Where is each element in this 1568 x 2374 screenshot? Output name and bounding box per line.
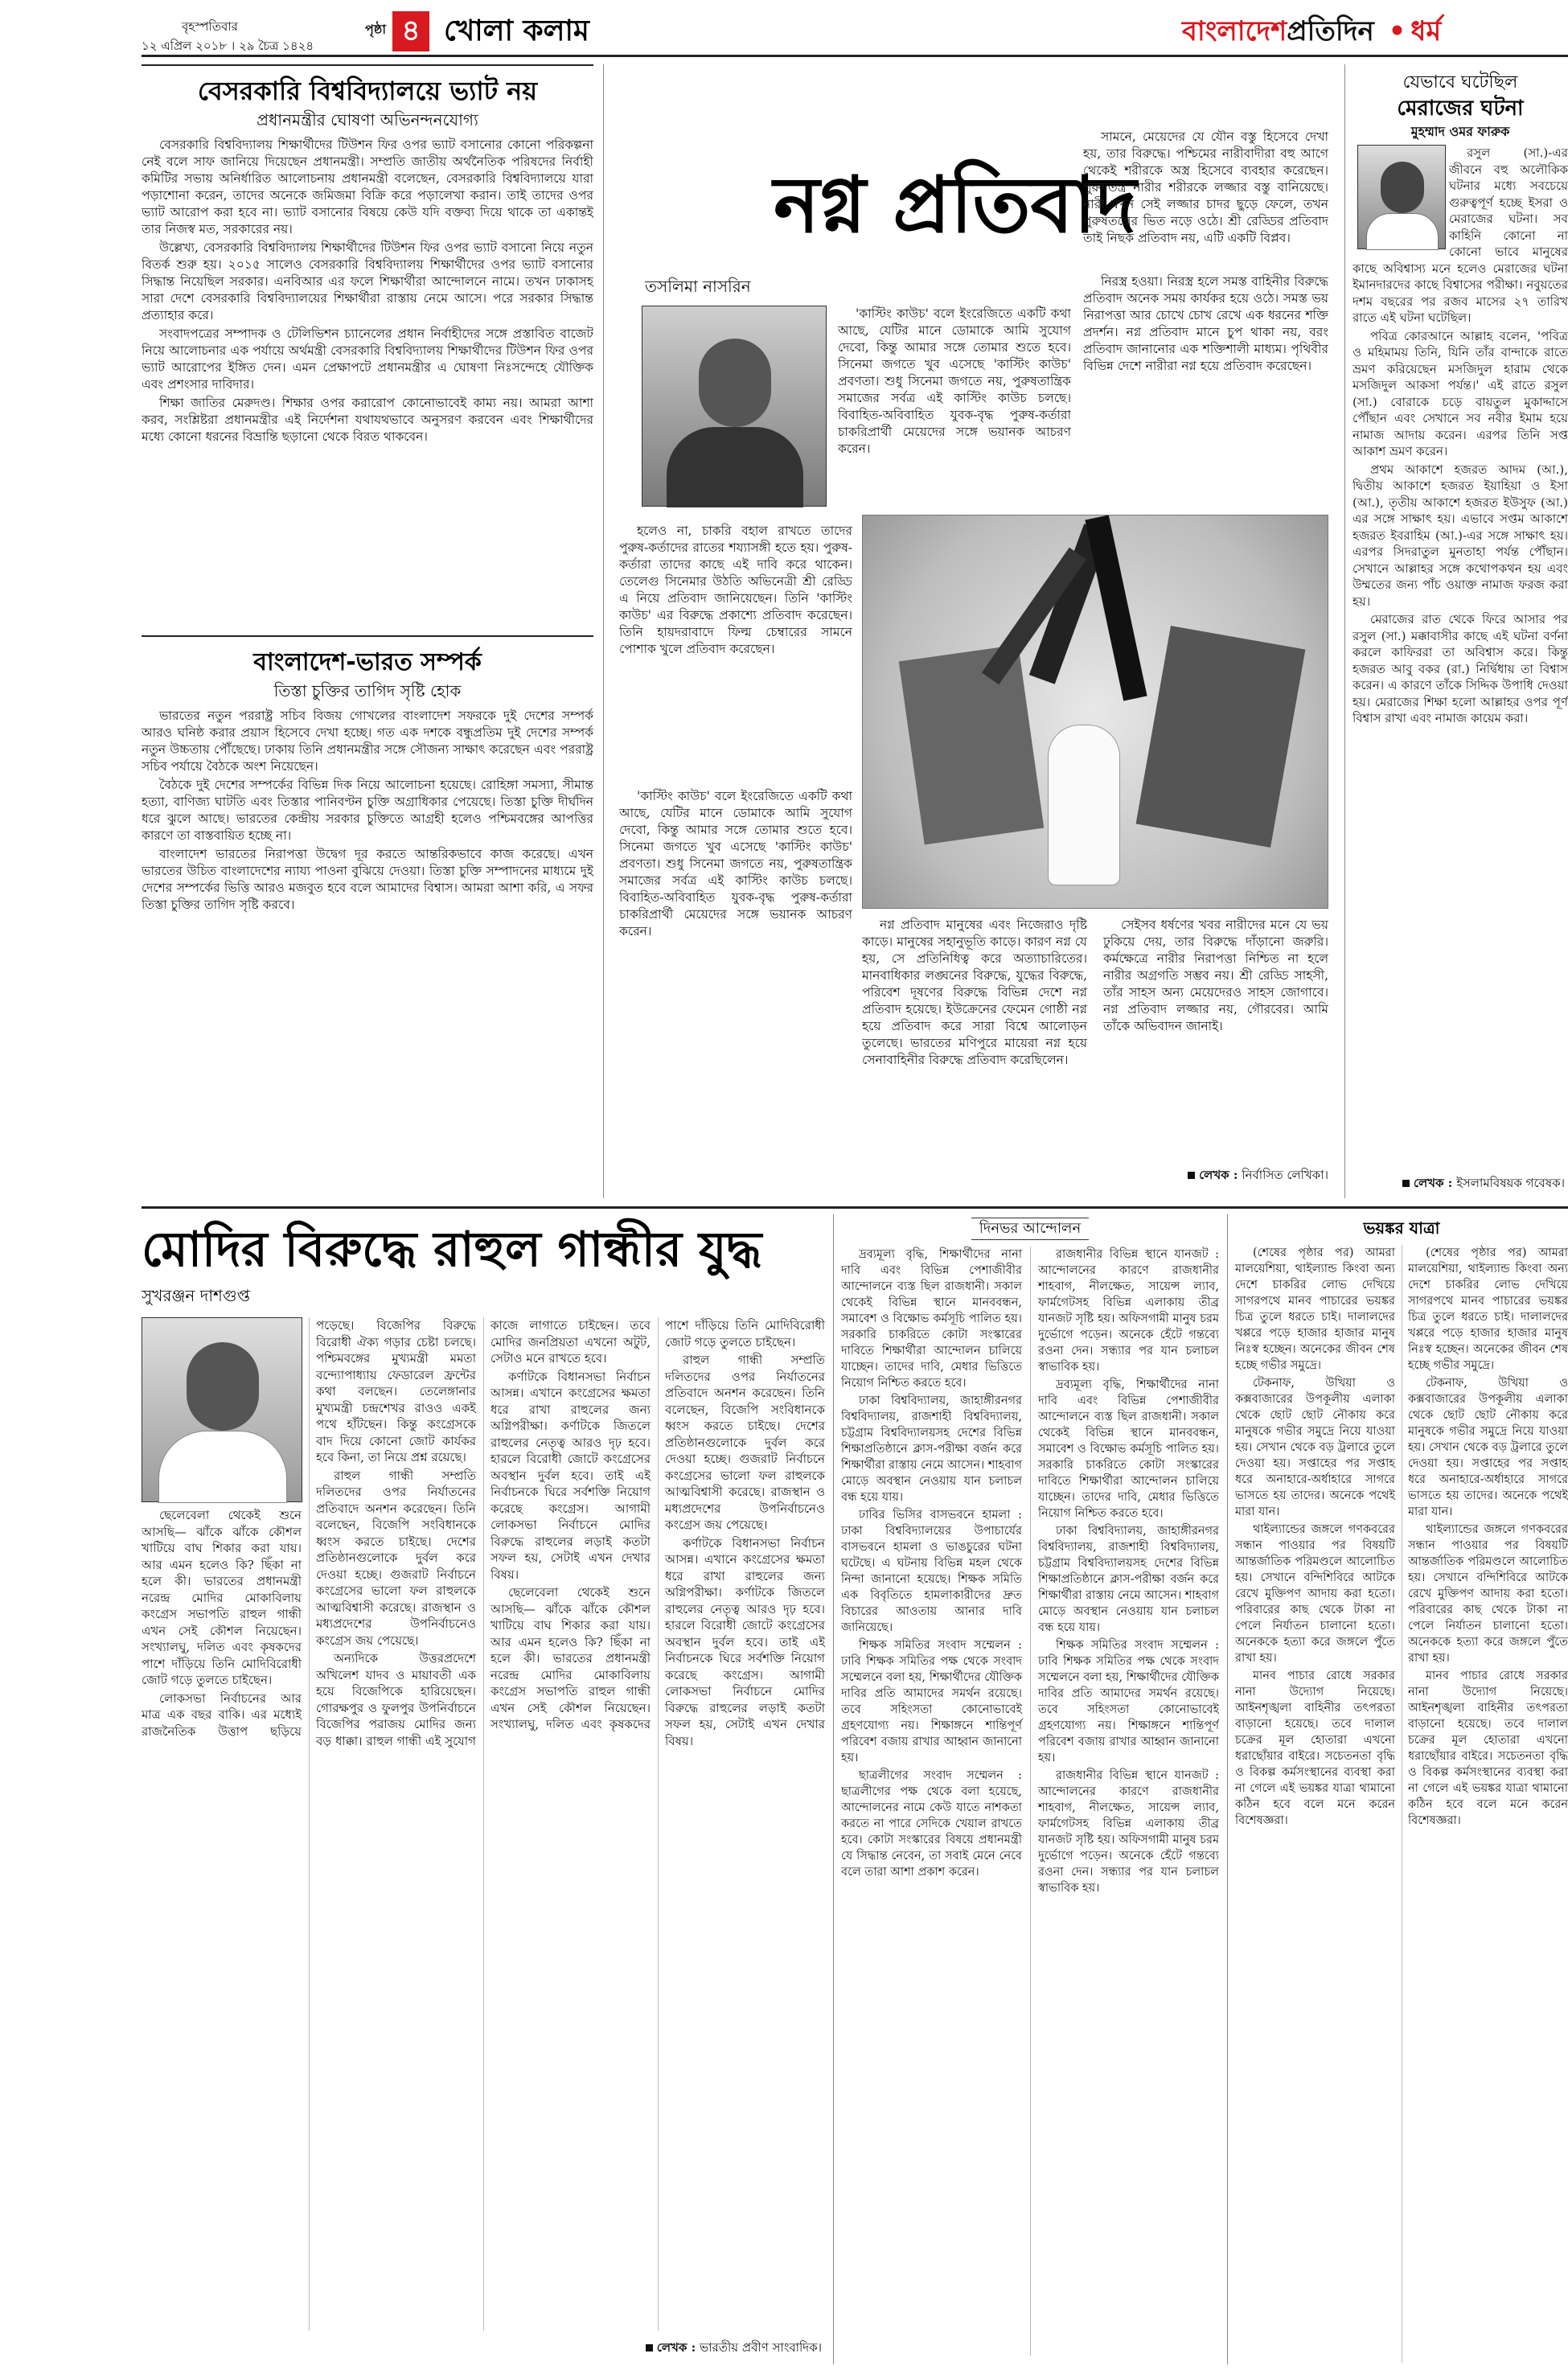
- feature-col-b: [619, 523, 852, 780]
- paragraph: দ্রব্যমূল্য বৃদ্ধি, শিক্ষার্থীদের নানা দাবি এবং বিভিন্ন পেশাজীবীর আন্দোলনে ব্যস্ত ছিল রাজধানী। সকাল থেকেই বিভিন্ন স্থানে মানববন্ধন, সমাবেশ ও বিক্ষোভ কর্মসূচি পালিত হয়। সরকারি চাকরিতে কোটা সংস্কারের দাবিতে শিক্ষার্থীরা আন্দোলন চালিয়ে যাচ্ছেন। তাদের দাবি, মেধার ভিত্তিতে নিয়োগ নিশ্চিত করতে হবে।: [841, 1248, 1022, 1390]
- illustration-panel-right: [1136, 626, 1306, 848]
- feature-col-e: [862, 917, 1087, 1182]
- paragraph: টেকনাফ, উখিয়া ও কক্সবাজারের উপকূলীয় এলাকা থেকে ছোট ছোট নৌকায় করে মানুষকে গভীর সমুদ্রে নিয়ে যাওয়া হয়। সেখান থেকে বড় ট্রলারে তুলে দেওয়া হয়। সপ্তাহের পর সপ্তাহ ধরে অনাহারে-অর্ধাহারে সাগরে ভাসতে হয় তাদের। অনেকে পথেই মারা যান।: [1235, 1377, 1395, 1518]
- paragraph: থাইল্যান্ডের জঙ্গলে গণকবরের সন্ধান পাওয়ার পর বিষয়টি আন্তর্জাতিক পরিমণ্ডলে আলোচিত হয়। সেখানে বন্দিশিবিরে আটকে রেখে মুক্তিপণ আদায় করা হতো। পরিবারের কাছ থেকে টাকা না পেলে নির্যাতন চালানো হতো। অনেককে হত্যা করে জঙ্গলে পুঁতে রাখা হয়।: [1408, 1523, 1568, 1665]
- photo-float-spacer: [1353, 145, 1449, 253]
- religion-author: মুহম্মাদ ওমর ফারুক: [1410, 124, 1510, 139]
- author-photo-body: [667, 427, 803, 507]
- masthead-rule: [142, 55, 1568, 57]
- paragraph: ঢাবির ভিসির বাসভবনে হামলা : ঢাকা বিশ্ববিদ্যালয়ের উপাচার্যের বাসভবনে হামলা ও ভাঙচুরের ঘটনা ঘটেছে। এ ঘটনায় বিভিন্ন মহল থেকে নিন্দা জানানো হয়েছে। শিক্ষক সমিতি এক বিবৃতিতে হামলাকারীদের দ্রুত বিচারের আওতায় আনার দাবি জানিয়েছে।: [841, 1509, 1022, 1634]
- paragraph: উল্লেখ্য, বেসরকারি বিশ্ববিদ্যালয় শিক্ষার্থীদের টিউশন ফির ওপর ভ্যাট বসানো নিয়ে নতুন বিতর্ক শুরু হয়। ২০১৫ সালেও বেসরকারি বিশ্ববিদ্যালয় শিক্ষার্থীদের ওপর ভ্যাট বসানোর সিদ্ধান্ত নিয়েছিল সরকার। এনবিআর এর ফলে শিক্ষার্থীরা আন্দোলনে নামে। তখন ঢাকাসহ সারা দেশে বেসরকারি বিশ্ববিদ্যালয়ের শিক্ষার্থীরা রাস্তায় নেমে আসে। পরে সরকার সিদ্ধান্ত প্রত্যাহার করে।: [142, 240, 593, 322]
- paragraph: রাজধানীর বিভিন্ন স্থানে যানজট : আন্দোলনের কারণে রাজধানীর শাহবাগ, নীলক্ষেত, সায়েন্স ল্যাব, ফার্মগেটসহ বিভিন্ন এলাকায় তীব্র যানজট সৃষ্টি হয়। অফিসগামী মানুষ চরম দুর্ভোগে পড়েন। অনেকে হেঁটে গন্তব্যে রওনা দেন। সন্ধ্যার পর যান চলাচল স্বাভাবিক হয়।: [1038, 1769, 1219, 1895]
- paragraph: টেকনাফ, উখিয়া ও কক্সবাজারের উপকূলীয় এলাকা থেকে ছোট ছোট নৌকায় করে মানুষকে গভীর সমুদ্রে নিয়ে যাওয়া হয়। সেখান থেকে বড় ট্রলারে তুলে দেওয়া হয়। সপ্তাহের পর সপ্তাহ ধরে অনাহারে-অর্ধাহারে সাগরে ভাসতে হয় তাদের। অনেকে পথেই মারা যান।: [1408, 1377, 1568, 1518]
- religion-title-line2: মেরাজের ঘটনা: [1397, 97, 1524, 121]
- paragraph: পবিত্র কোরআনে আল্লাহ বলেন, 'পবিত্র ও মহিমাময় তিনি, যিনি তাঁর বান্দাকে রাতে ভ্রমণ করিয়েছেন মসজিদুল হারাম থেকে মসজিদুল আকসা পর্যন্ত।' এই রাতে রসুল (সা.) বোরাকে চড়ে বায়তুল মুকাদ্দাসে পৌঁছান এবং সেখানে সব নবীর ইমাম হয়ে নামাজ আদায় করেন। এরপর তিনি সপ্ত আকাশ ভ্রমণ করেন।: [1353, 328, 1568, 458]
- paragraph: লোকসভা নির্বাচনের আর মাত্র এক বছর বাকি। এর মধ্যেই রাজনৈতিক উত্তাপ ছড়িয়ে পড়েছে। বিজেপির বিরুদ্ধে বিরোধী ঐক্য গড়ার চেষ্টা চলছে। পশ্চিমবঙ্গের মুখ্যমন্ত্রী মমতা বন্দ্যোপাধ্যায় ফেডারেল ফ্রন্টের কথা বলছেন। তেলেঙ্গানার মুখ্যমন্ত্রী চন্দ্রশেখর রাওও একই পথে হাঁটছেন। কিন্তু কংগ্রেসকে বাদ দিয়ে কোনো জোট কার্যকর হবে কিনা, তা নিয়ে প্রশ্ন রয়েছে।: [142, 1318, 476, 1739]
- masthead-bullet: •: [1388, 15, 1406, 47]
- footer-marker: [1188, 1172, 1195, 1179]
- paragraph: সংবাদপত্রের সম্পাদক ও টেলিভিশন চ্যানেলের প্রধান নির্বাহীদের সঙ্গে প্রস্তাবিত বাজেট নিয়ে আলোচনার এক পর্যায়ে অর্থমন্ত্রী বেসরকারি বিশ্ববিদ্যালয় শিক্ষার্থীদের টিউশন ফির ওপর ভ্যাট আরোপের ইঙ্গিত দেন। এমন প্রেক্ষাপটে প্রধানমন্ত্রীর এ ঘোষণা নিঃসন্দেহে যৌক্তিক এবং প্রশংসার দাবিদার।: [142, 327, 593, 392]
- footer-label: লেখক :: [1413, 1176, 1453, 1190]
- religion-body: [1353, 145, 1568, 1166]
- page-half-divider: [142, 1206, 1568, 1209]
- footer-marker: [646, 2344, 653, 2351]
- masthead: [0, 0, 1568, 56]
- modi-rahul-author: সুখরঞ্জন দাশগুপ্ত: [142, 1286, 251, 1305]
- editorial-vat: [142, 64, 593, 627]
- modi-rahul-footer: [646, 2339, 822, 2359]
- paragraph: নিরস্ত্র হওয়া। নিরস্ত্র হলে সমস্ত বাহিনীর বিরুদ্ধে প্রতিবাদ অনেক সময় কার্যকর হয়ে ওঠে। সমস্ত ভয় নিরাপত্তা আর চোখে চোখ রেখে এক ধরনের শক্তি প্রদর্শন। নগ্ন প্রতিবাদ মানে চুপ থাকা নয়, বরং প্রতিবাদ জানানোর এক শক্তিশালী মাধ্যম। পৃথিবীর বিভিন্ন দেশে নারীরা নগ্ন হয়ে প্রতিবাদ করেছেন।: [1083, 274, 1328, 373]
- photo-float-spacer: [142, 1317, 307, 1507]
- paragraph: ভারতের নতুন পররাষ্ট্র সচিব বিজয় গোখলের বাংলাদেশ সফরকে দুই দেশের সম্পর্ক আরও ঘনিষ্ঠ করার প্রয়াস হিসেবে দেখা হচ্ছে। গত এক দশকে বন্ধুপ্রতিম দুই দেশের সম্পর্ক নতুন উচ্চতায় পৌঁছেছে। ঢাকায় তিনি প্রধানমন্ত্রীর সঙ্গে সৌজন্য সাক্ষাৎ করেছেন এবং পররাষ্ট্র সচিব পর্যায়ে বৈঠকে অংশ নিয়েছেন।: [142, 709, 593, 774]
- paper-name-part-a: বাংলাদেশ: [1182, 15, 1287, 47]
- paragraph: কর্ণাটকে বিধানসভা নির্বাচন আসন্ন। এখানে কংগ্রেসের ক্ষমতা ধরে রাখা রাহুলের জন্য অগ্নিপরীক্ষা। কর্ণাটকে জিতলে রাহুলের নেতৃত্ব আরও দৃঢ় হবে। হারলে বিরোধী জোটে কংগ্রেসের অবস্থান দুর্বল হবে। তাই এই নির্বাচনকে ঘিরে সর্বশক্তি নিয়োগ করেছে কংগ্রেস। আগামী লোকসভা নির্বাচনে মোদির বিরুদ্ধে রাহুলের লড়াই কতটা সফল হয়, সেটাই এখন দেখার বিষয়।: [491, 1369, 651, 1582]
- issue-day: বৃহস্পতিবার: [182, 19, 238, 34]
- paragraph: প্রথম আকাশে হজরত আদম (আ.), দ্বিতীয় আকাশে হজরত ইয়াহিয়া ও ইসা (আ.), তৃতীয় আকাশে হজরত ইউসুফ (আ.) এর সঙ্গে সাক্ষাৎ হয়। এভাবে সপ্তম আকাশে হজরত ইবরাহিম (আ.)-এর সঙ্গে সাক্ষাৎ হয়। এরপর সিদরাতুল মুনতাহা পর্যন্ত পৌঁছান। সেখানে আল্লাহর সঙ্গে কথোপকথন হয় এবং উম্মতের জন্য পাঁচ ওয়াক্ত নামাজ ফরজ করা হয়।: [1353, 462, 1568, 609]
- paragraph: (শেষের পৃষ্ঠার পর) আমরা মালয়েশিয়া, থাইল্যান্ড কিংবা অন্য দেশে চাকরির লোভ দেখিয়ে সাগরপথে মানব পাচারের ভয়ঙ্কর চিত্র তুলে ধরতে চাই। দালালদের খপ্পরে পড়ে হাজার হাজার মানুষ নিঃস্ব হচ্ছেন। অনেকের জীবন শেষ হচ্ছে গভীর সমুদ্রে।: [1408, 1247, 1568, 1372]
- paragraph: ঢাকা বিশ্ববিদ্যালয়, জাহাঙ্গীরনগর বিশ্ববিদ্যালয়, রাজশাহী বিশ্ববিদ্যালয়, চট্টগ্রাম বিশ্ববিদ্যালয়সহ দেশের বিভিন্ন শিক্ষাপ্রতিষ্ঠানে ক্লাস-পরীক্ষা বর্জন করে শিক্ষার্থীরা রাস্তায় নেমে আসেন। শাহবাগ মোড়ে অবস্থান নেওয়ায় যান চলাচল বন্ধ হয়ে যায়।: [1038, 1525, 1219, 1634]
- paragraph: থাইল্যান্ডের জঙ্গলে গণকবরের সন্ধান পাওয়ার পর বিষয়টি আন্তর্জাতিক পরিমণ্ডলে আলোচিত হয়। সেখানে বন্দিশিবিরে আটকে রেখে মুক্তিপণ আদায় করা হতো। পরিবারের কাছ থেকে টাকা না পেলে নির্যাতন চালানো হতো। অনেককে হত্যা করে জঙ্গলে পুঁতে রাখা হয়।: [1235, 1523, 1395, 1665]
- religion-footer: [1402, 1174, 1565, 1194]
- paragraph: মানব পাচার রোধে সরকার নানা উদ্যোগ নিয়েছে। আইনশৃঙ্খলা বাহিনীর তৎপরতা বাড়ানো হয়েছে। তবে দালাল চক্রের মূল হোতারা এখনো ধরাছোঁয়ার বাইরে। সচেতনতা বৃদ্ধি ও বিকল্প কর্মসংস্থানের ব্যবস্থা করা না গেলে এই ভয়ঙ্কর যাত্রা থামানো কঠিন হবে বলে মনে করেন বিশেষজ্ঞরা।: [1408, 1670, 1568, 1827]
- page-category: ধর্ম: [1410, 15, 1442, 47]
- paragraph: বেসরকারি বিশ্ববিদ্যালয় শিক্ষার্থীদের টিউশন ফির ওপর ভ্যাট বসানোর কোনো পরিকল্পনা নেই বলে সাফ জানিয়ে দিয়েছেন প্রধানমন্ত্রী। সম্প্রতি জাতীয় অর্থনৈতিক পরিষদের নির্বাহী কমিটির সভায় অনির্ধারিত আলোচনায় প্রধানমন্ত্রী বলেছেন, বেসরকারি বিশ্ববিদ্যালয়ে যারা পড়াশোনা করেন, তাদের অনেকে জমিজমা বিক্রি করে পড়ালেখা করান। তাই তাদের ওপর ভ্যাট আরোপ করা হবে না। ভ্যাট বসানোর বিষয়ে কেউ যদি বক্তব্য দিয়ে থাকে তা একান্তই তার নিজস্ব মত, সরকারের নয়।: [142, 138, 593, 236]
- editorial-vat-subtitle: প্রধানমন্ত্রীর ঘোষণা অভিনন্দনযোগ্য: [257, 110, 478, 129]
- footer-label: লেখক :: [1199, 1168, 1238, 1182]
- paragraph: (শেষের পৃষ্ঠার পর) আমরা মালয়েশিয়া, থাইল্যান্ড কিংবা অন্য দেশে চাকরির লোভ দেখিয়ে সাগরপথে মানব পাচারের ভয়ঙ্কর চিত্র তুলে ধরতে চাই। দালালদের খপ্পরে পড়ে হাজার হাজার মানুষ নিঃস্ব হচ্ছেন। অনেকের জীবন শেষ হচ্ছে গভীর সমুদ্রে।: [1235, 1247, 1395, 1372]
- paper-name: [1182, 11, 1441, 51]
- paragraph: ছাত্রলীগের সংবাদ সম্মেলন : ছাত্রলীগের পক্ষ থেকে বলা হয়েছে, আন্দোলনের নামে কেউ যাতে নাশকতা করতে না পারে সেদিকে খেয়াল রাখতে হবে। কোটা সংস্কারের বিষয়ে প্রধানমন্ত্রী যে সিদ্ধান্ত নেবেন, তা সবাই মেনে নেবে বলে তারা আশা প্রকাশ করেন।: [841, 1769, 1022, 1879]
- modi-rahul-article: [142, 1214, 825, 2364]
- paragraph: 'কাস্টিং কাউচ' বলে ইংরেজিতে একটি কথা আছে, যেটির মানে ডোমাকে আমি সুযোগ দেবো, কিন্তু আমার সঙ্গে তোমার শুতে হবে। সিনেমা জগতে খুব এসেছে 'কাস্টিং কাউচ' প্রবণতা। শুধু সিনেমা জগতে নয়, পুরুষতান্ত্রিক সমাজের সর্বত্র এই কাস্টিং কাউচ চলছে। বিবাহিত-অবিবাহিত যুবক-বৃদ্ধ পুরুষ-কর্তারা চাকরিপ্রার্থী মেয়েদের সঙ্গে ভয়ানক আচরণ করেন।: [838, 306, 1071, 456]
- footer-label: লেখক :: [656, 2340, 696, 2355]
- paper-name-part-b: প্রতিদিন: [1287, 15, 1374, 47]
- editorial-vat-body: [142, 137, 593, 595]
- dangerous-journey-body: [1235, 1245, 1568, 2363]
- paragraph: সামনে, মেয়েদের যে যৌন বস্তু হিসেবে দেখা হয়, তার বিরুদ্ধে। পশ্চিমের নারীবাদীরা বহু আগে থেকেই শরীরকে অস্ত্র হিসেবে ব্যবহার করেছেন। পুরুষতন্ত্র নারীর শরীরকে লজ্জার বস্তু বানিয়েছে। নারী যখন সেই লজ্জার চাদর ছুড়ে ফেলে, তখন পুরুষতন্ত্রের ভিত নড়ে ওঠে। শ্রী রেড্ডির প্রতিবাদ তাই নিছক প্রতিবাদ নয়, এটি একটি বিপ্লব।: [1083, 129, 1328, 245]
- bottom-column-rule-1: [833, 1214, 834, 2364]
- religion-article: [1353, 64, 1568, 1198]
- feature-illustration: [862, 515, 1328, 909]
- paragraph: বৈঠকে দুই দেশের সম্পর্কের বিভিন্ন দিক নিয়ে আলোচনা হয়েছে। রোহিঙ্গা সমস্যা, সীমান্ত হত্যা, বাণিজ্য ঘাটতি এবং তিস্তার পানিবণ্টন চুক্তি অগ্রাধিকার পেয়েছে। তিস্তা চুক্তি দীর্ঘদিন ধরে ঝুলে আছে। ভারতের কেন্দ্রীয় সরকার চুক্তিতে আগ্রহী হলেও পশ্চিমবঙ্গের আপত্তির কারণে তা বাস্তবায়িত হচ্ছে না।: [142, 778, 593, 843]
- feature-col-d: [1083, 129, 1328, 265]
- dangerous-journey-article: [1235, 1214, 1568, 2364]
- paragraph: মানব পাচার রোধে সরকার নানা উদ্যোগ নিয়েছে। আইনশৃঙ্খলা বাহিনীর তৎপরতা বাড়ানো হয়েছে। তবে দালাল চক্রের মূল হোতারা এখনো ধরাছোঁয়ার বাইরে। সচেতনতা বৃদ্ধি ও বিকল্প কর্মসংস্থানের ব্যবস্থা করা না গেলে এই ভয়ঙ্কর যাত্রা থামানো কঠিন হবে বলে মনে করেন বিশেষজ্ঞরা।: [1235, 1670, 1395, 1827]
- footer-text: নির্বাসিত লেখিকা।: [1242, 1168, 1328, 1182]
- illustration-figure: [1048, 725, 1120, 885]
- footer-marker: [1402, 1180, 1410, 1187]
- paragraph: দ্রব্যমূল্য বৃদ্ধি, শিক্ষার্থীদের নানা দাবি এবং বিভিন্ন পেশাজীবীর আন্দোলনে ব্যস্ত ছিল রাজধানী। সকাল থেকেই বিভিন্ন স্থানে মানববন্ধন, সমাবেশ ও বিক্ষোভ কর্মসূচি পালিত হয়। সরকারি চাকরিতে কোটা সংস্কারের দাবিতে শিক্ষার্থীরা আন্দোলন চালিয়ে যাচ্ছেন। তাদের দাবি, মেধার ভিত্তিতে নিয়োগ নিশ্চিত করতে হবে।: [1038, 1378, 1219, 1520]
- section-title: খোলা কলাম: [444, 14, 589, 47]
- movement-kicker: [841, 1218, 1219, 1240]
- editorial-india-subtitle: তিস্তা চুক্তির তাগিদ সৃষ্টি হোক: [273, 681, 462, 700]
- movement-kicker-text: দিনভর আন্দোলন: [971, 1218, 1089, 1240]
- feature-footer: [1103, 1166, 1328, 1186]
- editorial-vat-title: বেসরকারি বিশ্ববিদ্যালয়ে ভ্যাট নয়: [197, 76, 538, 106]
- feature-col-f: [1103, 917, 1328, 1158]
- religion-title-line1: যেভাবে ঘটেছিল: [1402, 72, 1518, 92]
- editorial-india: [142, 635, 593, 1198]
- feature-col-g: [619, 788, 852, 1174]
- paragraph: নগ্ন প্রতিবাদ মানুষের এবং নিজেরাও দৃষ্টি কাড়ে। মানুষের সহানুভূতি কাড়ে। কারণ নগ্ন যে হয়, সে প্রতিনিধিত্ব করে অত্যাচারিতের। মানবাধিকার লঙ্ঘনের বিরুদ্ধে, যুদ্ধের বিরুদ্ধে, পরিবেশ দূষণের বিরুদ্ধে বিভিন্ন দেশে নগ্ন প্রতিবাদ হয়েছে। ইউক্রেনের ফেমেন গোষ্ঠী নগ্ন হয়ে প্রতিবাদ করে সারা বিশ্বে আলোড়ন তুলেছে। ভারতের মণিপুরে মায়েরা নগ্ন হয়ে সেনাবাহিনীর বিরুদ্ধে প্রতিবাদ করেছিলেন।: [862, 918, 1087, 1067]
- modi-rahul-title: মোদির বিরুদ্ধে রাহুল গান্ধীর যুদ্ধ: [142, 1222, 762, 1278]
- page-number: ৪: [392, 11, 429, 51]
- author-photo: [642, 306, 827, 507]
- editorial-india-title: বাংলাদেশ-ভারত সম্পর্ক: [253, 648, 482, 676]
- paragraph: মেরাজের রাত থেকে ফিরে আসার পর রসুল (সা.) মক্কাবাসীর কাছে এই ঘটনা বর্ণনা করলে কাফিররা তা অবিশ্বাস করে। কিন্তু হজরত আবু বকর (রা.) নির্দ্বিধায় তা বিশ্বাস করেন। এ কারণে তাঁকে সিদ্দিক উপাধি দেওয়া হয়। মেরাজের শিক্ষা হলো আল্লাহর ওপর পূর্ণ বিশ্বাস রাখা এবং নামাজ কায়েম করা।: [1353, 612, 1568, 725]
- feature-col-a: [838, 306, 1071, 515]
- feature-article: [613, 64, 1336, 1198]
- column-rule-left: [603, 64, 604, 1198]
- editorial-india-body: [142, 708, 593, 1190]
- editorial-top-rule: [142, 64, 593, 66]
- movement-body: [841, 1247, 1219, 2356]
- modi-rahul-body: [142, 1317, 825, 2331]
- paragraph: ছেলেবেলা থেকেই শুনে আসছি— ঝাঁকে ঝাঁকে কৌশল খাটিয়ে বাঘ শিকার করা যায়। আর এমন হলেও কি? ছিঁকা না হলে কী। ভারতের প্রধানমন্ত্রী নরেন্দ্র মোদির মোকাবিলায় কংগ্রেস সভাপতি রাহুল গান্ধী এখন সেই কৌশল নিয়েছেন। সংখ্যালঘু, দলিত এবং কৃষকদের পাশে দাঁড়িয়ে তিনি মোদিবিরোধী জোট গড়ে তুলতে চাইছেন।: [491, 1318, 825, 1731]
- illustration-hand: [1085, 515, 1147, 700]
- paragraph: 'কাস্টিং কাউচ' বলে ইংরেজিতে একটি কথা আছে, যেটির মানে ডোমাকে আমি সুযোগ দেবো, কিন্তু আমার সঙ্গে তোমার শুতে হবে। সিনেমা জগতে খুব এসেছে 'কাস্টিং কাউচ' প্রবণতা। শুধু সিনেমা জগতে নয়, পুরুষতান্ত্রিক সমাজের সর্বত্র এই কাস্টিং কাউচ চলছে। বিবাহিত-অবিবাহিত যুবক-বৃদ্ধ পুরুষ-কর্তারা চাকরিপ্রার্থী মেয়েদের সঙ্গে ভয়ানক আচরণ করেন।: [619, 789, 852, 939]
- footer-text: ইসলামবিষয়ক গবেষক।: [1456, 1176, 1565, 1190]
- paragraph: কর্ণাটকে বিধানসভা নির্বাচন আসন্ন। এখানে কংগ্রেসের ক্ষমতা ধরে রাখা রাহুলের জন্য অগ্নিপরীক্ষা। কর্ণাটকে জিতলে রাহুলের নেতৃত্ব আরও দৃঢ় হবে। হারলে বিরোধী জোটে কংগ্রেসের অবস্থান দুর্বল হবে। তাই এই নির্বাচনকে ঘিরে সর্বশক্তি নিয়োগ করেছে কংগ্রেস। আগামী লোকসভা নির্বাচনে মোদির বিরুদ্ধে রাহুলের লড়াই কতটা সফল হয়, সেটাই এখন দেখার বিষয়।: [665, 1535, 825, 1748]
- paragraph: ছেলেবেলা থেকেই শুনে আসছি— ঝাঁকে ঝাঁকে কৌশল খাটিয়ে বাঘ শিকার করা যায়। আর এমন হলেও কি? ছিঁকা না হলে কী। ভারতের প্রধানমন্ত্রী নরেন্দ্র মোদির মোকাবিলায় কংগ্রেস সভাপতি রাহুল গান্ধী এখন সেই কৌশল নিয়েছেন। সংখ্যালঘু, দলিত এবং কৃষকদের পাশে দাঁড়িয়ে তিনি মোদিবিরোধী জোট গড়ে তুলতে চাইছেন।: [142, 1508, 302, 1687]
- feature-title: নগ্ন প্রতিবাদ: [774, 160, 1137, 250]
- author-photo-face: [699, 339, 771, 427]
- paragraph: শিক্ষা জাতির মেরুদণ্ড। শিক্ষার ওপর করারোপ কোনোভাবেই কাম্য নয়। আমরা আশা করব, সংশ্লিষ্টরা প্রধানমন্ত্রীর এই নির্দেশনা যথাযথভাবে অনুসরণ করবেন এবং শিক্ষার্থীদের মধ্যে কোনো ধরনের বিভ্রান্তি ছড়ানো থেকে বিরত থাকবেন।: [142, 396, 593, 444]
- footer-text: ভারতীয় প্রবীণ সাংবাদিক।: [699, 2340, 822, 2355]
- paragraph: শিক্ষক সমিতির সংবাদ সম্মেলন : ঢাবি শিক্ষক সমিতির পক্ষ থেকে সংবাদ সম্মেলনে বলা হয়, শিক্ষার্থীদের যৌক্তিক দাবির প্রতি আমাদের সমর্থন রয়েছে। তবে সহিংসতা কোনোভাবেই গ্রহণযোগ্য নয়। শিক্ষাঙ্গনে শান্তিপূর্ণ পরিবেশ বজায় রাখার আহ্বান জানানো হয়।: [841, 1639, 1022, 1764]
- dangerous-journey-title: ভয়ঙ্কর যাত্রা: [1363, 1218, 1440, 1238]
- column-rule-right: [1344, 64, 1345, 1198]
- bottom-column-rule-2: [1227, 1214, 1228, 2364]
- issue-date: ১২ এপ্রিল ২০১৮ । ২৯ চৈত্র ১৪২৪: [142, 39, 314, 53]
- paragraph: রসুল (সা.)-এর জীবনে বহু অলৌকিক ঘটনার মধ্যে সবচেয়ে গুরুত্বপূর্ণ হচ্ছে ইসরা ও মেরাজের ঘটনা। সব কাহিনি কোনো না কোনো ভাবে মানুষের কাছে অবিশ্বাস্য মনে হলেও মেরাজের ঘটনা ইমানদারদের কাছে বিশ্বাসের পরীক্ষা। নবুয়তের দশম বছরের পর রজব মাসের ২৭ তারিখ রাতে এই ঘটনা ঘটেছিল।: [1353, 146, 1568, 325]
- feature-author: তসলিমা নাসরিন: [645, 277, 751, 296]
- paragraph: রাহুল গান্ধী সম্প্রতি দলিতদের ওপর নির্যাতনের প্রতিবাদে অনশন করেছেন। তিনি বলেছেন, বিজেপি সংবিধানকে ধ্বংস করতে চাইছে। দেশের প্রতিষ্ঠানগুলোকে দুর্বল করে দেওয়া হচ্ছে। গুজরাট নির্বাচনে কংগ্রেসের ভালো ফল রাহুলকে আত্মবিশ্বাসী করেছে। রাজস্থান ও মধ্যপ্রদেশের উপনির্বাচনেও কংগ্রেস জয় পেয়েছে।: [665, 1353, 825, 1532]
- editorial-divider: [142, 635, 593, 637]
- paragraph: রাহুল গান্ধী সম্প্রতি দলিতদের ওপর নির্যাতনের প্রতিবাদে অনশন করেছেন। তিনি বলেছেন, বিজেপি সংবিধানকে ধ্বংস করতে চাইছে। দেশের প্রতিষ্ঠানগুলোকে দুর্বল করে দেওয়া হচ্ছে। গুজরাট নির্বাচনে কংগ্রেসের ভালো ফল রাহুলকে আত্মবিশ্বাসী করেছে। রাজস্থান ও মধ্যপ্রদেশের উপনির্বাচনেও কংগ্রেস জয় পেয়েছে।: [316, 1468, 476, 1648]
- paragraph: ঢাকা বিশ্ববিদ্যালয়, জাহাঙ্গীরনগর বিশ্ববিদ্যালয়, রাজশাহী বিশ্ববিদ্যালয়, চট্টগ্রাম বিশ্ববিদ্যালয়সহ দেশের বিভিন্ন শিক্ষাপ্রতিষ্ঠানে ক্লাস-পরীক্ষা বর্জন করে শিক্ষার্থীরা রাস্তায় নেমে আসেন। শাহবাগ মোড়ে অবস্থান নেওয়ায় যান চলাচল বন্ধ হয়ে যায়।: [841, 1394, 1022, 1504]
- paragraph: অন্যদিকে উত্তরপ্রদেশে অখিলেশ যাদব ও মায়াবতী এক হয়ে বিজেপিকে হারিয়েছেন। গোরক্ষপুর ও ফুলপুর উপনির্বাচনে বিজেপির পরাজয় মোদির জন্য বড় ধাক্কা। রাহুল গান্ধী এই সুযোগ কাজে লাগাতে চাইছেন। তবে মোদির জনপ্রিয়তা এখনো অটুট, সেটাও মনে রাখতে হবে।: [316, 1318, 651, 1748]
- paragraph: রাজধানীর বিভিন্ন স্থানে যানজট : আন্দোলনের কারণে রাজধানীর শাহবাগ, নীলক্ষেত, সায়েন্স ল্যাব, ফার্মগেটসহ বিভিন্ন এলাকায় তীব্র যানজট সৃষ্টি হয়। অফিসগামী মানুষ চরম দুর্ভোগে পড়েন। অনেকে হেঁটে গন্তব্যে রওনা দেন। সন্ধ্যার পর যান চলাচল স্বাভাবিক হয়।: [1038, 1248, 1219, 1374]
- paragraph: হলেও না, চাকরি বহাল রাখতে তাদের পুরুষ-কর্তাদের রাতের শয্যাসঙ্গী হতে হয়। পুরুষ-কর্তারা তাদের কাছে এই দাবি করে থাকেন। তেলেগু সিনেমার উঠতি অভিনেত্রী শ্রী রেড্ডি এ নিয়ে প্রতিবাদ জানিয়েছেন। তিনি 'কাস্টিং কাউচ' এর বিরুদ্ধে প্রকাশ্যে প্রতিবাদ করেছেন। তিনি হায়দরাবাদে ফিল্ম চেম্বারের সামনে পোশাক খুলে প্রতিবাদ করেছেন।: [619, 524, 852, 656]
- movement-article: [841, 1214, 1219, 2364]
- feature-col-c: [1083, 273, 1328, 466]
- paragraph: বাংলাদেশ ভারতের নিরাপত্তা উদ্বেগ দূর করতে আন্তরিকভাবে কাজ করেছে। এখন ভারতের উচিত বাংলাদেশের ন্যায্য পাওনা বুঝিয়ে দেওয়া। তিস্তা চুক্তি সম্পাদনের মাধ্যমে দুই দেশের সম্পর্কের ভিত্তি আরও মজবুত হবে বলে আমাদের বিশ্বাস। আমরা আশা করি, এ সফর তিস্তা চুক্তির তাগিদ সৃষ্টি করবে।: [142, 847, 593, 912]
- page-label: পৃষ্ঠা: [365, 22, 386, 37]
- illustration-panel-left: [899, 645, 1045, 845]
- paragraph: শিক্ষক সমিতির সংবাদ সম্মেলন : ঢাবি শিক্ষক সমিতির পক্ষ থেকে সংবাদ সম্মেলনে বলা হয়, শিক্ষার্থীদের যৌক্তিক দাবির প্রতি আমাদের সমর্থন রয়েছে। তবে সহিংসতা কোনোভাবেই গ্রহণযোগ্য নয়। শিক্ষাঙ্গনে শান্তিপূর্ণ পরিবেশ বজায় রাখার আহ্বান জানানো হয়।: [1038, 1639, 1219, 1764]
- paragraph: সেইসব ধর্ষণের খবর নারীদের মনে যে ভয় ঢুকিয়ে দেয়, তার বিরুদ্ধে দাঁড়ানো জরুরি। কর্মক্ষেত্রে নারীর নিরাপত্তা নিশ্চিত না হলে নারীর অগ্রগতি সম্ভব নয়। শ্রী রেড্ডি সাহসী, তাঁর সাহস অন্য মেয়েদেরও সাহস জোগাবে। নগ্ন প্রতিবাদ লজ্জার নয়, গৌরবের। আমি তাঁকে অভিবাদন জানাই।: [1103, 918, 1328, 1033]
